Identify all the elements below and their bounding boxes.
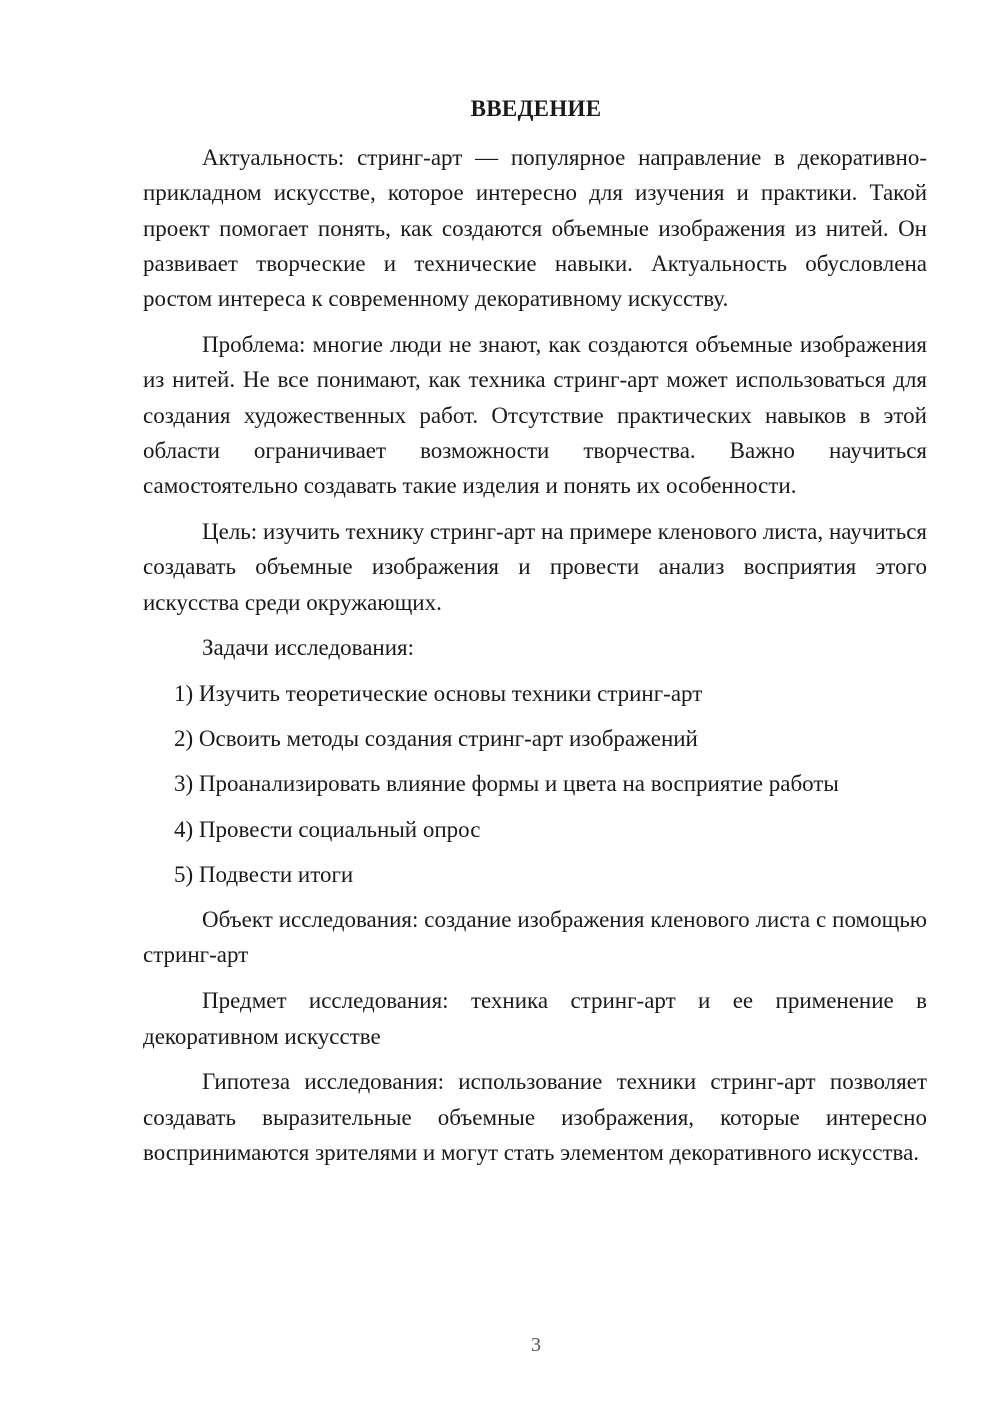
list-item: 3) Проанализировать влияние формы и цвета на восприятие работы <box>174 771 839 797</box>
relevance-paragraph: Актуальность: стринг-арт — популярное направление в декоративно-прикладном искусстве, которое интересно для изучения и практики. Такой проект помогает понять, как создаются объемные изображения из нитей. Он развивает творческие и технические навыки. Актуальность обусловлена ростом интереса к современному декоративному искусству. <box>143 145 927 312</box>
document-body <box>143 140 927 1181</box>
list-item: 4) Провести социальный опрос <box>174 816 481 842</box>
page-number: 3 <box>531 1334 541 1356</box>
goal-paragraph: Цель: изучить технику стринг-арт на примере кленового листа, научиться создавать объемные изображения и провести анализ восприятия этого искусства среди окружающих. <box>143 518 927 615</box>
tasks-heading: Задачи исследования: <box>202 635 415 661</box>
problem-paragraph: Проблема: многие люди не знают, как создаются объемные изображения из нитей. Не все понимают, как техника стринг-арт может использоваться для создания художественных работ. Отсутствие практических навыков в этой области ограничивает возможности творчества. Важно научиться самостоятельно создавать такие изделия и понять их особенности. <box>143 331 927 499</box>
subject-paragraph: Предмет исследования: техника стринг-арт и ее применение в декоративном искусстве <box>143 988 927 1049</box>
list-item: 5) Подвести итоги <box>174 861 354 887</box>
hypothesis-paragraph: Гипотеза исследования: использование техники стринг-арт позволяет создавать выразительные объемные изображения, которые интересно воспринимаются зрителями и могут стать элементом декоративного искусства. <box>143 1069 927 1165</box>
list-item: 1) Изучить теоретические основы техники стринг-арт <box>174 680 703 706</box>
page-title: ВВЕДЕНИЕ <box>470 96 602 121</box>
tasks-list <box>143 676 927 892</box>
list-item: 2) Освоить методы создания стринг-арт изображений <box>174 725 698 751</box>
object-paragraph: Объект исследования: создание изображения кленового листа с помощью стринг-арт <box>143 907 927 968</box>
